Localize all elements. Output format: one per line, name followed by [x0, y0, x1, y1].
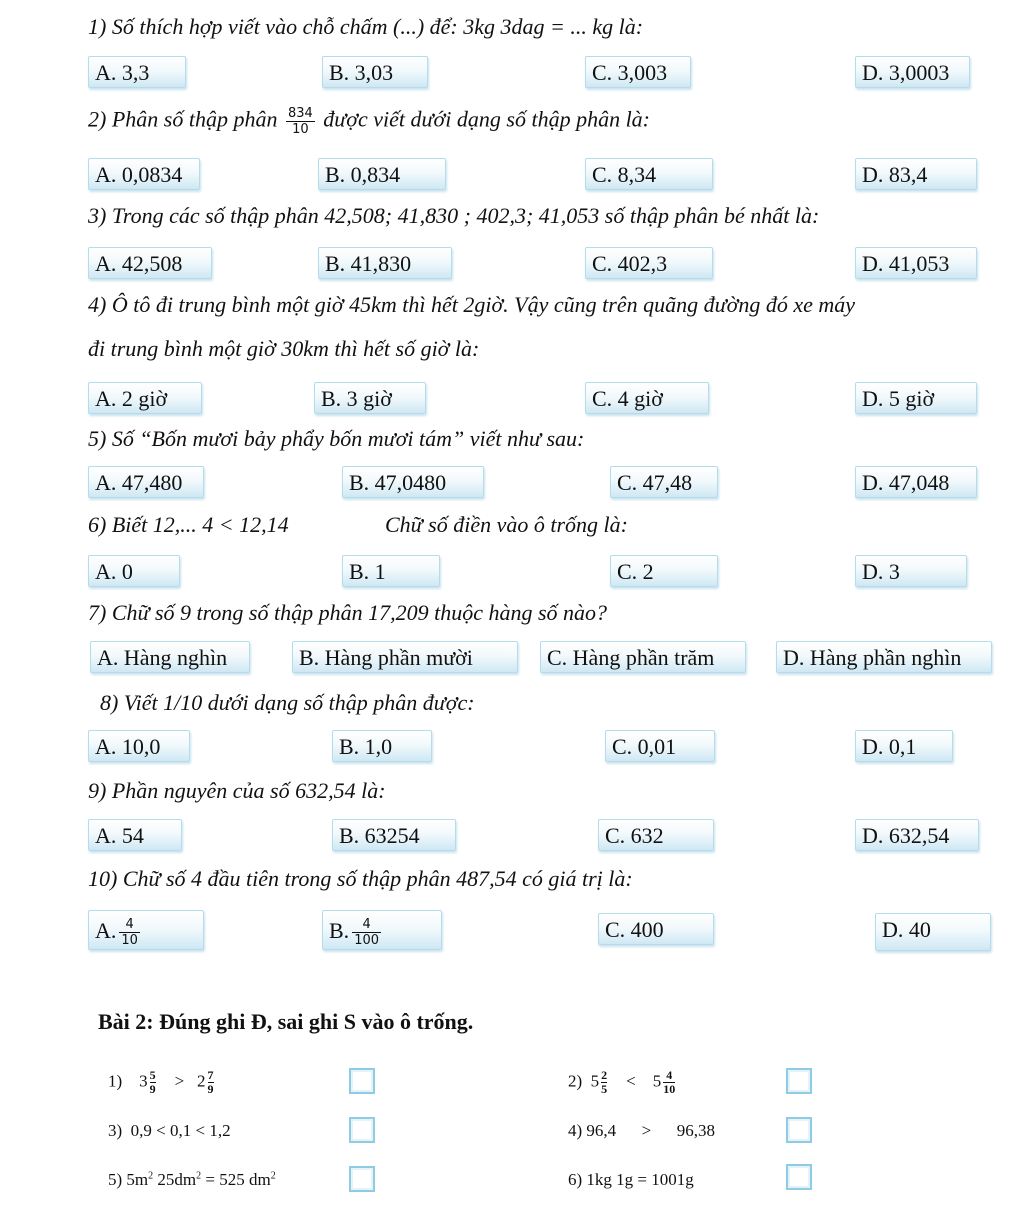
- answer-box-1[interactable]: [349, 1068, 375, 1094]
- q3-option-a[interactable]: A. 42,508: [88, 247, 212, 279]
- question-4-line-2: đi trung bình một giờ 30km thì hết số giờ là:: [88, 336, 480, 361]
- question-8: 8) Viết 1/10 dưới dạng số thập phân được:: [100, 690, 475, 715]
- q10-option-b[interactable]: [322, 910, 442, 950]
- q5-option-d[interactable]: D. 47,048: [855, 466, 977, 498]
- q10-option-b-label: B.: [329, 918, 350, 943]
- q6-option-c[interactable]: C. 2: [610, 555, 718, 587]
- question-7: 7) Chữ số 9 trong số thập phân 17,209 thuộc hàng số nào?: [88, 600, 608, 625]
- q10-option-b-fraction: $\frac{4}{100}$: [354, 917, 380, 949]
- q2-option-a[interactable]: A. 0,0834: [88, 158, 200, 190]
- bai2-item-2: 2) 5 $\frac{2}{5}$ < 5 $\frac{4}{10}$: [568, 1068, 676, 1096]
- q9-option-d[interactable]: D. 632,54: [855, 819, 979, 851]
- question-2: [88, 106, 650, 137]
- q6-option-b[interactable]: B. 1: [342, 555, 440, 587]
- answer-box-2[interactable]: [786, 1068, 812, 1094]
- q1-option-c[interactable]: C. 3,003: [585, 56, 691, 88]
- q9-option-b[interactable]: B. 63254: [332, 819, 456, 851]
- q7-option-d[interactable]: D. Hàng phần nghìn: [776, 641, 992, 673]
- q2-text-before: 2) Phân số thập phân: [88, 106, 278, 132]
- q10-option-a[interactable]: [88, 910, 204, 950]
- q1-option-d[interactable]: D. 3,0003: [855, 56, 970, 88]
- q8-option-c[interactable]: C. 0,01: [605, 730, 715, 762]
- q10-option-a-fraction: $\frac{4}{10}$: [121, 917, 138, 949]
- q4-option-c[interactable]: C. 4 giờ: [585, 382, 709, 414]
- bai2-item-3: 3) 0,9 < 0,1 < 1,2: [108, 1121, 231, 1140]
- q2-fraction: $\frac{834}{10}$: [287, 106, 313, 137]
- q10-option-a-label: A.: [95, 918, 117, 943]
- question-10: 10) Chữ số 4 đầu tiên trong số thập phân 487,54 có giá trị là:: [88, 866, 633, 891]
- q3-option-d[interactable]: D. 41,053: [855, 247, 977, 279]
- q7-option-b[interactable]: B. Hàng phần mười: [292, 641, 518, 673]
- answer-box-6[interactable]: [786, 1164, 812, 1190]
- question-4-line-1: 4) Ô tô đi trung bình một giờ 45km thì hết 2giờ. Vậy cũng trên quãng đường đó xe máy: [88, 292, 856, 317]
- question-1: 1) Số thích hợp viết vào chỗ chấm (...) để: 3kg 3dag = ... kg là:: [88, 14, 644, 39]
- question-9: 9) Phần nguyên của số 632,54 là:: [88, 778, 386, 803]
- q10-option-c[interactable]: C. 400: [598, 913, 714, 945]
- q8-option-d[interactable]: D. 0,1: [855, 730, 953, 762]
- q2-option-b[interactable]: B. 0,834: [318, 158, 446, 190]
- q5-option-c[interactable]: C. 47,48: [610, 466, 718, 498]
- q10-option-d[interactable]: D. 40: [875, 913, 991, 951]
- q4-option-a[interactable]: A. 2 giờ: [88, 382, 202, 414]
- question-6-text: Chữ số điền vào ô trống là:: [385, 512, 628, 537]
- bai2-title: Bài 2: Đúng ghi Đ, sai ghi S vào ô trống.: [98, 1009, 474, 1034]
- q7-option-a[interactable]: A. Hàng nghìn: [90, 641, 250, 673]
- q2-option-d[interactable]: D. 83,4: [855, 158, 977, 190]
- bai2-item-6: 6) 1kg 1g = 1001g: [568, 1170, 694, 1189]
- q5-option-a[interactable]: A. 47,480: [88, 466, 204, 498]
- answer-box-4[interactable]: [786, 1117, 812, 1143]
- q1-option-a[interactable]: A. 3,3: [88, 56, 186, 88]
- q8-option-a[interactable]: A. 10,0: [88, 730, 190, 762]
- q4-option-d[interactable]: D. 5 giờ: [855, 382, 977, 414]
- bai2-item-5: 5) $5m^2$ $25dm^2 = 525$ $dm^2$: [108, 1170, 276, 1189]
- q6-option-d[interactable]: D. 3: [855, 555, 967, 587]
- q9-option-a[interactable]: A. 54: [88, 819, 182, 851]
- answer-box-5[interactable]: [349, 1166, 375, 1192]
- q2-text-after: được viết dưới dạng số thập phân là:: [323, 106, 651, 132]
- q3-option-c[interactable]: C. 402,3: [585, 247, 713, 279]
- question-6-expr: 6) Biết 12,... 4 < 12,14: [88, 512, 289, 537]
- q5-option-b[interactable]: B. 47,0480: [342, 466, 484, 498]
- bai2-item-1: 1) 3 $\frac{5}{9}$ > 2 $\frac{7}{9}$: [108, 1068, 214, 1096]
- q8-option-b[interactable]: B. 1,0: [332, 730, 432, 762]
- q2-option-c[interactable]: C. 8,34: [585, 158, 713, 190]
- q3-option-b[interactable]: B. 41,830: [318, 247, 452, 279]
- q1-option-b[interactable]: B. 3,03: [322, 56, 428, 88]
- q9-option-c[interactable]: C. 632: [598, 819, 714, 851]
- bai2-item-4: 4) 96,4 > 96,38: [568, 1121, 716, 1140]
- q4-option-b[interactable]: B. 3 giờ: [314, 382, 426, 414]
- q7-option-c[interactable]: C. Hàng phần trăm: [540, 641, 746, 673]
- answer-box-3[interactable]: [349, 1117, 375, 1143]
- question-3: 3) Trong các số thập phân 42,508; 41,830 ; 402,3; 41,053 số thập phân bé nhất là:: [88, 203, 820, 228]
- question-5: 5) Số “Bốn mươi bảy phẩy bốn mươi tám” viết như sau:: [88, 426, 585, 451]
- q6-option-a[interactable]: A. 0: [88, 555, 180, 587]
